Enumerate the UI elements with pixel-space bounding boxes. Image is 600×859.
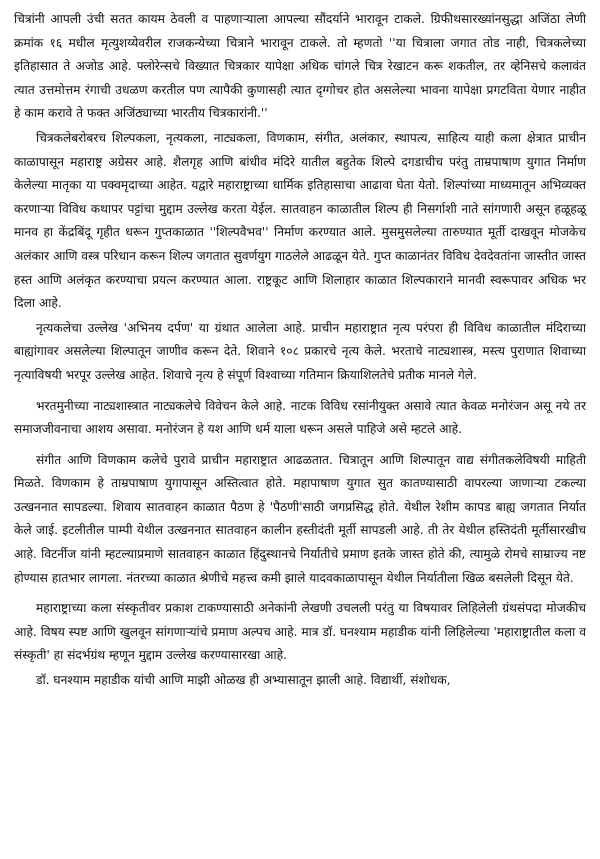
paragraph-sculpture: चित्रकलेबरोबरच शिल्पकला, नृत्यकला, नाट्यकला, विणकाम, संगीत, अलंकार, स्थापत्य, साहित्य याही कला क्षेत्रात प्राचीन काळापासून महाराष्ट्र अग्रेसर आहे. शैलगृह आणि बांधीव मंदिरे यातील बहुतेक शिल्पे दगडाचीच परंतु ताम्रपाषाण युगात निर्माण केलेल्या मातृका या पक्वमृदाच्या आहेत. यद्वारे महाराष्ट्राच्या धार्मिक इतिहासाचा आढावा घेता येतो. शिल्पांच्या माध्यमातून अभिव्यक्त करणाऱ्या विविध कथापर पट्टांचा मुद्दाम उल्लेख करता येईल. सातवाहन काळातील शिल्प ही निसर्गाशी नाते सांगणारी असून हळूहळू मानव हा केंद्रबिंदू गृहीत धरून गुप्तकाळात ''शिल्पवैभव'' निर्माण करण्यात आले. मुसमुसलेल्या तारुण्यात मूर्ती दाखवून मोजकेच अलंकार आणि वस्त्र परिधान करून शिल्प जगतात सुवर्णयुग गाठलेले आढळून येते. गुप्त काळानंतर विविध देवदेवतांना जास्तीत जास्त हस्त आणि अलंकृत करण्याचा प्रयत्न करण्यात आला. राष्ट्रकूट आणि शिलाहार काळात शिल्पकाराने मानवी स्वरूपावर अधिक भर दिला आहे. bbox=[14, 130, 586, 311]
paragraph-ajanta-paintings: चित्रांनी आपली उंची सतत कायम ठेवली व पाहणाऱ्याला आपल्या सौंदर्याने भारावून टाकले. ग्रिफीथसारख्यांनसुद्धा अजिंठा लेणी क्रमांक १६ मधील मृत्युशय्येवरील राजकन्येच्या चित्राने भारावून टाकले. तो म्हणतो ''या चित्राला जगात तोड नाही, चित्रकलेच्या इतिहासात ते अजोड आहे. फ्लोरेन्सचे विख्यात चित्रकार यापेक्षा अधिक चांगले चित्र रेखाटन करू शकतील, तर व्हेनिसचे कलावंत त्यात उत्तमोत्तम रंगाची उधळण करतील पण त्यापैकी कुणासही त्यात दृग्गोचर होत असलेल्या भावना यापेक्षा प्रगटविता येणार नाहीत हे काम करावे ते फक्त अजिंठ्याच्या भारतीय चित्रकारांनी.'' bbox=[14, 12, 586, 121]
paragraph-dance: नृत्यकलेचा उल्लेख 'अभिनय दर्पण' या ग्रंथात आलेला आहे. प्राचीन महाराष्ट्रात नृत्य परंपरा ही विविध काळातील मंदिराच्या बाह्यांगावर असलेल्या शिल्पातून जाणीव करून देते. शिवाने १०८ प्रकारचे नृत्य केले. भरताचे नाट्यशास्त्र, मस्त्य पुराणात शिवाच्या नृत्याविषयी भरपूर उल्लेख आहेत. शिवाचे नृत्य हे संपूर्ण विश्वाच्या गतिमान क्रियाशिलतेचे प्रतीक मानले गेले. bbox=[14, 320, 586, 382]
paragraph-author-acquaintance: डॉ. घनश्याम महाडीक यांची आणि माझी ओळख ही अभ्यासातून झाली आहे. विद्यार्थी, संशोधक, bbox=[36, 673, 451, 688]
paragraph-drama: भरतमुनीच्या नाट्यशास्त्रात नाट्यकलेचे विवेचन केले आहे. नाटक विविध रसांनीयुक्त असावे त्यात केवळ मनोरंजन असू नये तर समाजजीवनाचा आशय असावा. मनोरंजन हे यश आणि धर्म याला धरून असले पाहिजे असे म्हटले आहे. bbox=[14, 398, 586, 437]
paragraph-music-weaving: संगीत आणि विणकाम कलेचे पुरावे प्राचीन महाराष्ट्रात आढळतात. चित्रातून आणि शिल्पातून वाद्य संगीतकलेविषयी माहिती मिळते. विणकाम हे ताम्रपाषाण युगापासून अस्तित्वात होते. महापाषाण युगात सुत कातण्यासाठी वापरल्या जाणाऱ्या टकल्या उत्खननात सापडल्या. शिवाय सातवाहन काळात पैठण हे 'पैठणी'साठी जगप्रसिद्ध होते. येथील रेशीम कापड बाह्य जगतात निर्यात केले जाई. इटलीतील पाम्पी येथील उत्खननात सातवाहन कालीन हस्तीदंती मूर्ती सापडली आहे. ती तेर येथील हस्तिदंती मूर्तीसारखीच आहे. विटर्नीज यांनी म्हटल्याप्रमाणे सातवाहन काळात हिंदुस्थानचे निर्यातीचे प्रमाण इतके जास्त होते की, त्यामुळे रोमचे साम्राज्य नष्ट होण्यास हातभार लागला. नंतरच्या काळात श्रेणीचे महत्त्व कमी झाले यादवकाळापासून येथील निर्यातीला खिळ बसलेली दिसून येते. bbox=[14, 452, 586, 585]
paragraph-reference-book: महाराष्ट्राच्या कला संस्कृतीवर प्रकाश टाकण्यासाठी अनेकांनी लेखणी उचलली परंतु या विषयावर लिहिलेली ग्रंथसंपदा मोजकीच आहे. विषय स्पष्ट आणि खुलवून सांगणाऱ्यांचे प्रमाण अल्पच आहे. मात्र डॉ. घनश्याम महाडीक यांनी लिहिलेल्या 'महाराष्ट्रातील कला व संस्कृती' हा संदर्भग्रंथ म्हणून मुद्दाम उल्लेख करण्यासारखा आहे. bbox=[14, 601, 586, 663]
